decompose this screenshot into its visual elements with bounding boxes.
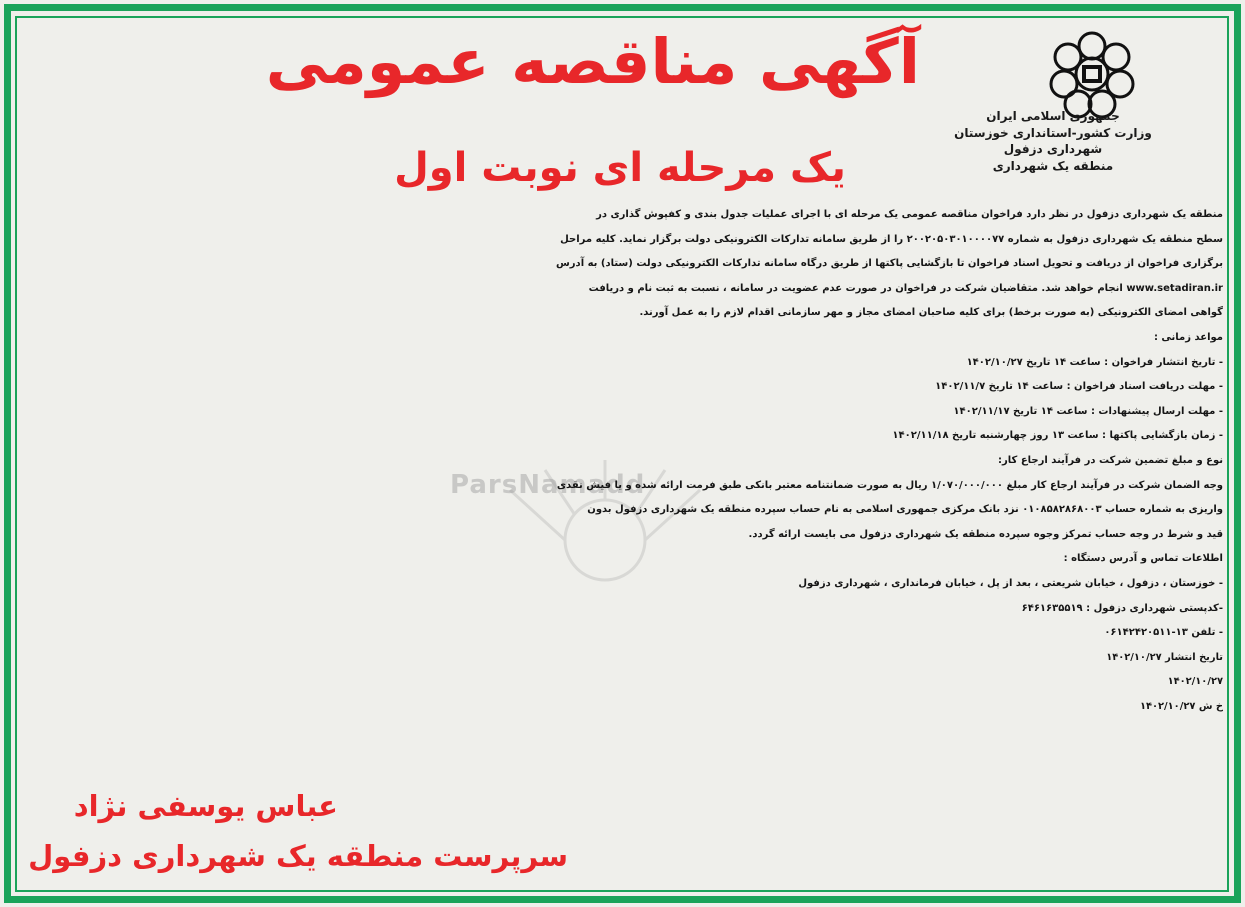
body-line: گواهی امضای الکترونیکی (به صورت برخط) برای کلیه صاحبان امضای مجاز و مهر سازمانی اقدام لازم را به عمل آورند.: [639, 307, 1223, 319]
contact-phone: - تلفن ۱۳-۰۶۱۴۲۴۲۰۵۱۱: [1104, 627, 1223, 639]
body-line: برگزاری فراخوان از دریافت و تحویل اسناد فراخوان تا بازگشایی پاکتها از طریق درگاه سامانه تدارکات الکترونیکی دولت (ستاد) به آدرس: [556, 258, 1223, 270]
contact-postal-code: -کدپستی شهرداری دزفول : ۶۴۶۱۶۳۵۵۱۹: [1021, 602, 1223, 614]
schedule-item-documents: - مهلت دریافت اسناد فراخوان : ساعت ۱۴ تاریخ ۱۴۰۲/۱۱/۷: [935, 381, 1223, 393]
body-line-website: www.setadiran.ir انجام خواهد شد. متقاضیان شرکت در فراخوان در صورت عدم عضویت در سامانه ، نسبت به ثبت نام و دریافت: [588, 282, 1223, 294]
contact-address: - خوزستان ، دزفول ، خیابان شریعتی ، بعد از پل ، خیابان فرمانداری ، شهرداری دزفول: [798, 577, 1223, 589]
publication-code: خ ش ۱۴۰۲/۱۰/۲۷: [1139, 700, 1223, 712]
schedule-item-submission: - مهلت ارسال پیشنهادات : ساعت ۱۴ تاریخ ۱۴۰۲/۱۱/۱۷: [953, 405, 1223, 417]
contact-heading: اطلاعات تماس و آدرس دستگاه :: [1063, 553, 1223, 565]
organization-block: [953, 108, 1153, 174]
page-title: آگهی مناقصه عمومی: [265, 25, 920, 98]
municipality-emblem-icon: [1042, 28, 1142, 120]
org-country: جمهوری اسلامی ایران: [986, 109, 1120, 123]
body-line: سطح منطقه یک شهرداری دزفول به شماره ۲۰۰۲۰۵۰۳۰۱۰۰۰۰۷۷ را از طریق سامانه تدارکات الکترونیکی دولت برگزار نماید. کلیه مراحل: [560, 233, 1223, 245]
schedule-heading: مواعد زمانی :: [1153, 331, 1223, 343]
page-subtitle: یک مرحله ای نوبت اول: [394, 145, 846, 191]
publish-date-value: ۱۴۰۲/۱۰/۲۷: [1167, 676, 1223, 688]
watermark-text: ParsNamadd: [450, 470, 646, 500]
signer-title: سرپرست منطقه یک شهرداری دزفول: [28, 839, 568, 873]
guarantee-line: وجه الضمان شرکت در فرآیند ارجاع کار مبلغ ۱/۰۷۰/۰۰۰/۰۰۰ ریال به صورت ضمانتنامه معتبر بانکی طبق فرمت ارائه شده و یا فیش نقدی: [556, 479, 1223, 491]
org-district: منطقه یک شهرداری: [992, 158, 1114, 173]
announcement-body: [23, 203, 1223, 719]
publish-date-label: تاریخ انتشار ۱۴۰۲/۱۰/۲۷: [1106, 651, 1223, 663]
body-line: منطقه یک شهرداری دزفول در نظر دارد فراخوان مناقصه عمومی یک مرحله ای با اجرای عملیات جدول بندی و کفپوش گذاری در: [596, 209, 1223, 220]
schedule-item-opening: - زمان بازگشایی پاکتها : ساعت ۱۳ روز چهارشنبه تاریخ ۱۴۰۲/۱۱/۱۸: [892, 430, 1223, 442]
schedule-item-publish: - تاریخ انتشار فراخوان : ساعت ۱۴ تاریخ ۱۴۰۲/۱۰/۲۷: [966, 356, 1223, 368]
org-ministry: وزارت کشور-استانداری خوزستان: [954, 125, 1152, 140]
signer-name: عباس یوسفی نژاد: [73, 789, 338, 823]
guarantee-line: واریزی به شماره حساب ۰۱۰۸۵۸۲۸۶۸۰۰۳ نزد بانک مرکزی جمهوری اسلامی به نام حساب سپرده منطقه یک شهرداری دزفول بدون: [587, 504, 1223, 516]
guarantee-heading: نوع و مبلغ تضمین شرکت در فرآیند ارجاع کار:: [998, 454, 1223, 466]
org-municipality: شهرداری دزفول: [1003, 142, 1103, 156]
guarantee-line: قید و شرط در وجه حساب تمرکز وجوه سپرده منطقه یک شهرداری دزفول می بایست ارائه گردد.: [748, 528, 1223, 540]
